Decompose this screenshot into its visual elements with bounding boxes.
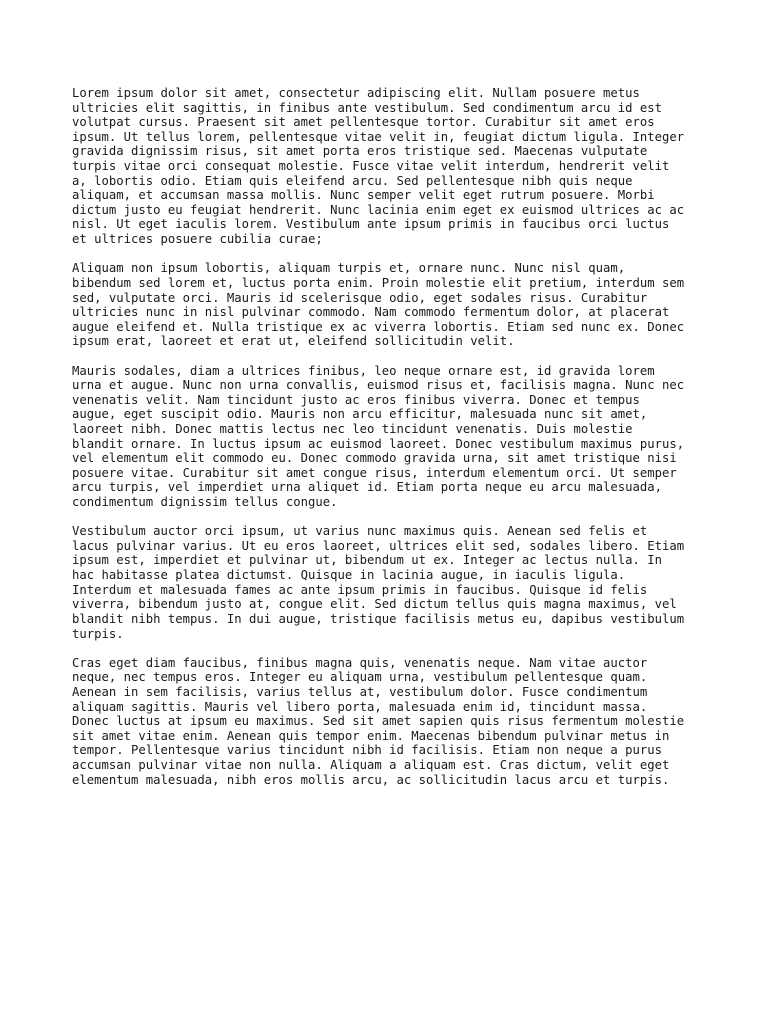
text-line: turpis. xyxy=(72,626,124,641)
text-line: nisl. Ut eget iaculis lorem. Vestibulum ante ipsum primis in faucibus orci luctus xyxy=(72,217,670,232)
text-line: Aliquam non ipsum lobortis, aliquam turpis et, ornare nunc. Nunc nisl quam, xyxy=(72,261,626,276)
text-line: tempor. Pellentesque varius tincidunt nibh id facilisis. Etiam non neque a purus xyxy=(72,743,663,758)
text-line: ultricies nunc in nisl pulvinar commodo. Nam commodo fermentum dolor, at placerat xyxy=(72,305,670,320)
text-line: volutpat cursus. Praesent sit amet pellentesque tortor. Curabitur sit amet eros xyxy=(72,115,655,130)
text-line: a, lobortis odio. Etiam quis eleifend arcu. Sed pellentesque nibh quis neque xyxy=(72,173,633,188)
text-line: augue, eget suscipit odio. Mauris non arcu efficitur, malesuada nunc sit amet, xyxy=(72,407,648,422)
paragraph-4 xyxy=(72,524,712,641)
paragraph-1 xyxy=(72,86,712,247)
text-line: ipsum erat, laoreet et erat ut, eleifend sollicitudin velit. xyxy=(72,334,515,349)
text-line: gravida dignissim risus, sit amet porta eros tristique sed. Maecenas vulputate xyxy=(72,144,648,159)
text-line: dictum justo eu feugiat hendrerit. Nunc lacinia enim eget ex euismod ultrices ac ac xyxy=(72,202,685,217)
paragraph-5 xyxy=(72,656,712,787)
text-line: hac habitasse platea dictumst. Quisque in lacinia augue, in iaculis ligula. xyxy=(72,568,626,583)
text-line: turpis vitae orci consequat molestie. Fusce vitae velit interdum, hendrerit velit xyxy=(72,159,670,174)
text-line: Mauris sodales, diam a ultrices finibus, leo neque ornare est, id gravida lorem xyxy=(72,363,655,378)
text-line: condimentum dignissim tellus congue. xyxy=(72,495,338,510)
text-line: laoreet nibh. Donec mattis lectus nec leo tincidunt venenatis. Duis molestie xyxy=(72,421,633,436)
text-line: sed, vulputate orci. Mauris id scelerisque odio, eget sodales risus. Curabitur xyxy=(72,290,648,305)
paragraph-3 xyxy=(72,364,712,510)
text-line: lacus pulvinar varius. Ut eu eros laoreet, ultrices elit sed, sodales libero. Etiam xyxy=(72,538,685,553)
text-line: elementum malesuada, nibh eros mollis arcu, ac sollicitudin lacus arcu et turpis. xyxy=(72,772,670,787)
paragraph-2 xyxy=(72,261,712,349)
text-line: Lorem ipsum dolor sit amet, consectetur adipiscing elit. Nullam posuere metus xyxy=(72,86,640,100)
text-line: Aenean in sem facilisis, varius tellus at, vestibulum dolor. Fusce condimentum xyxy=(72,684,648,699)
text-line: bibendum sed lorem et, luctus porta enim. Proin molestie elit pretium, interdum sem xyxy=(72,275,685,290)
text-line: augue eleifend et. Nulla tristique ex ac viverra lobortis. Etiam sed nunc ex. Donec xyxy=(72,319,685,334)
text-line: ipsum. Ut tellus lorem, pellentesque vitae velit in, feugiat dictum ligula. Integer xyxy=(72,129,685,144)
text-line: arcu turpis, vel imperdiet urna aliquet id. Etiam porta neque eu arcu malesuada, xyxy=(72,480,663,495)
text-line: et ultrices posuere cubilia curae; xyxy=(72,232,323,247)
text-line: aliquam, et accumsan massa mollis. Nunc semper velit eget rutrum posuere. Morbi xyxy=(72,188,655,203)
text-line: viverra, bibendum justo at, congue elit. Sed dictum tellus quis magna maximus, vel xyxy=(72,597,677,612)
text-line: aliquam sagittis. Mauris vel libero porta, malesuada enim id, tincidunt massa. xyxy=(72,699,648,714)
text-line: sit amet vitae enim. Aenean quis tempor enim. Maecenas bibendum pulvinar metus in xyxy=(72,728,670,743)
text-line: ultricies elit sagittis, in finibus ante vestibulum. Sed condimentum arcu id est xyxy=(72,100,663,115)
text-line: neque, nec tempus eros. Integer eu aliquam urna, vestibulum pellentesque quam. xyxy=(72,670,648,685)
text-line: venenatis velit. Nam tincidunt justo ac eros finibus viverra. Donec et tempus xyxy=(72,392,640,407)
text-line: ipsum est, imperdiet et pulvinar ut, bibendum ut ex. Integer ac lectus nulla. In xyxy=(72,553,663,568)
document-body xyxy=(72,86,712,802)
text-line: Interdum et malesuada fames ac ante ipsum primis in faucibus. Quisque id felis xyxy=(72,582,648,597)
text-line: Vestibulum auctor orci ipsum, ut varius nunc maximus quis. Aenean sed felis et xyxy=(72,524,648,539)
text-line: accumsan pulvinar vitae non nulla. Aliquam a aliquam est. Cras dictum, velit eget xyxy=(72,757,670,772)
text-line: Donec luctus at ipsum eu maximus. Sed sit amet sapien quis risus fermentum molestie xyxy=(72,714,685,729)
text-line: blandit nibh tempus. In dui augue, tristique facilisis metus eu, dapibus vestibulum xyxy=(72,611,685,626)
text-line: blandit ornare. In luctus ipsum ac euismod laoreet. Donec vestibulum maximus purus, xyxy=(72,436,685,451)
text-line: urna et augue. Nunc non urna convallis, euismod risus et, facilisis magna. Nunc nec xyxy=(72,378,685,393)
text-line: Cras eget diam faucibus, finibus magna quis, venenatis neque. Nam vitae auctor xyxy=(72,655,648,670)
text-line: posuere vitae. Curabitur sit amet congue risus, interdum elementum orci. Ut semper xyxy=(72,465,677,480)
text-line: vel elementum elit commodo eu. Donec commodo gravida urna, sit amet tristique nisi xyxy=(72,451,677,466)
